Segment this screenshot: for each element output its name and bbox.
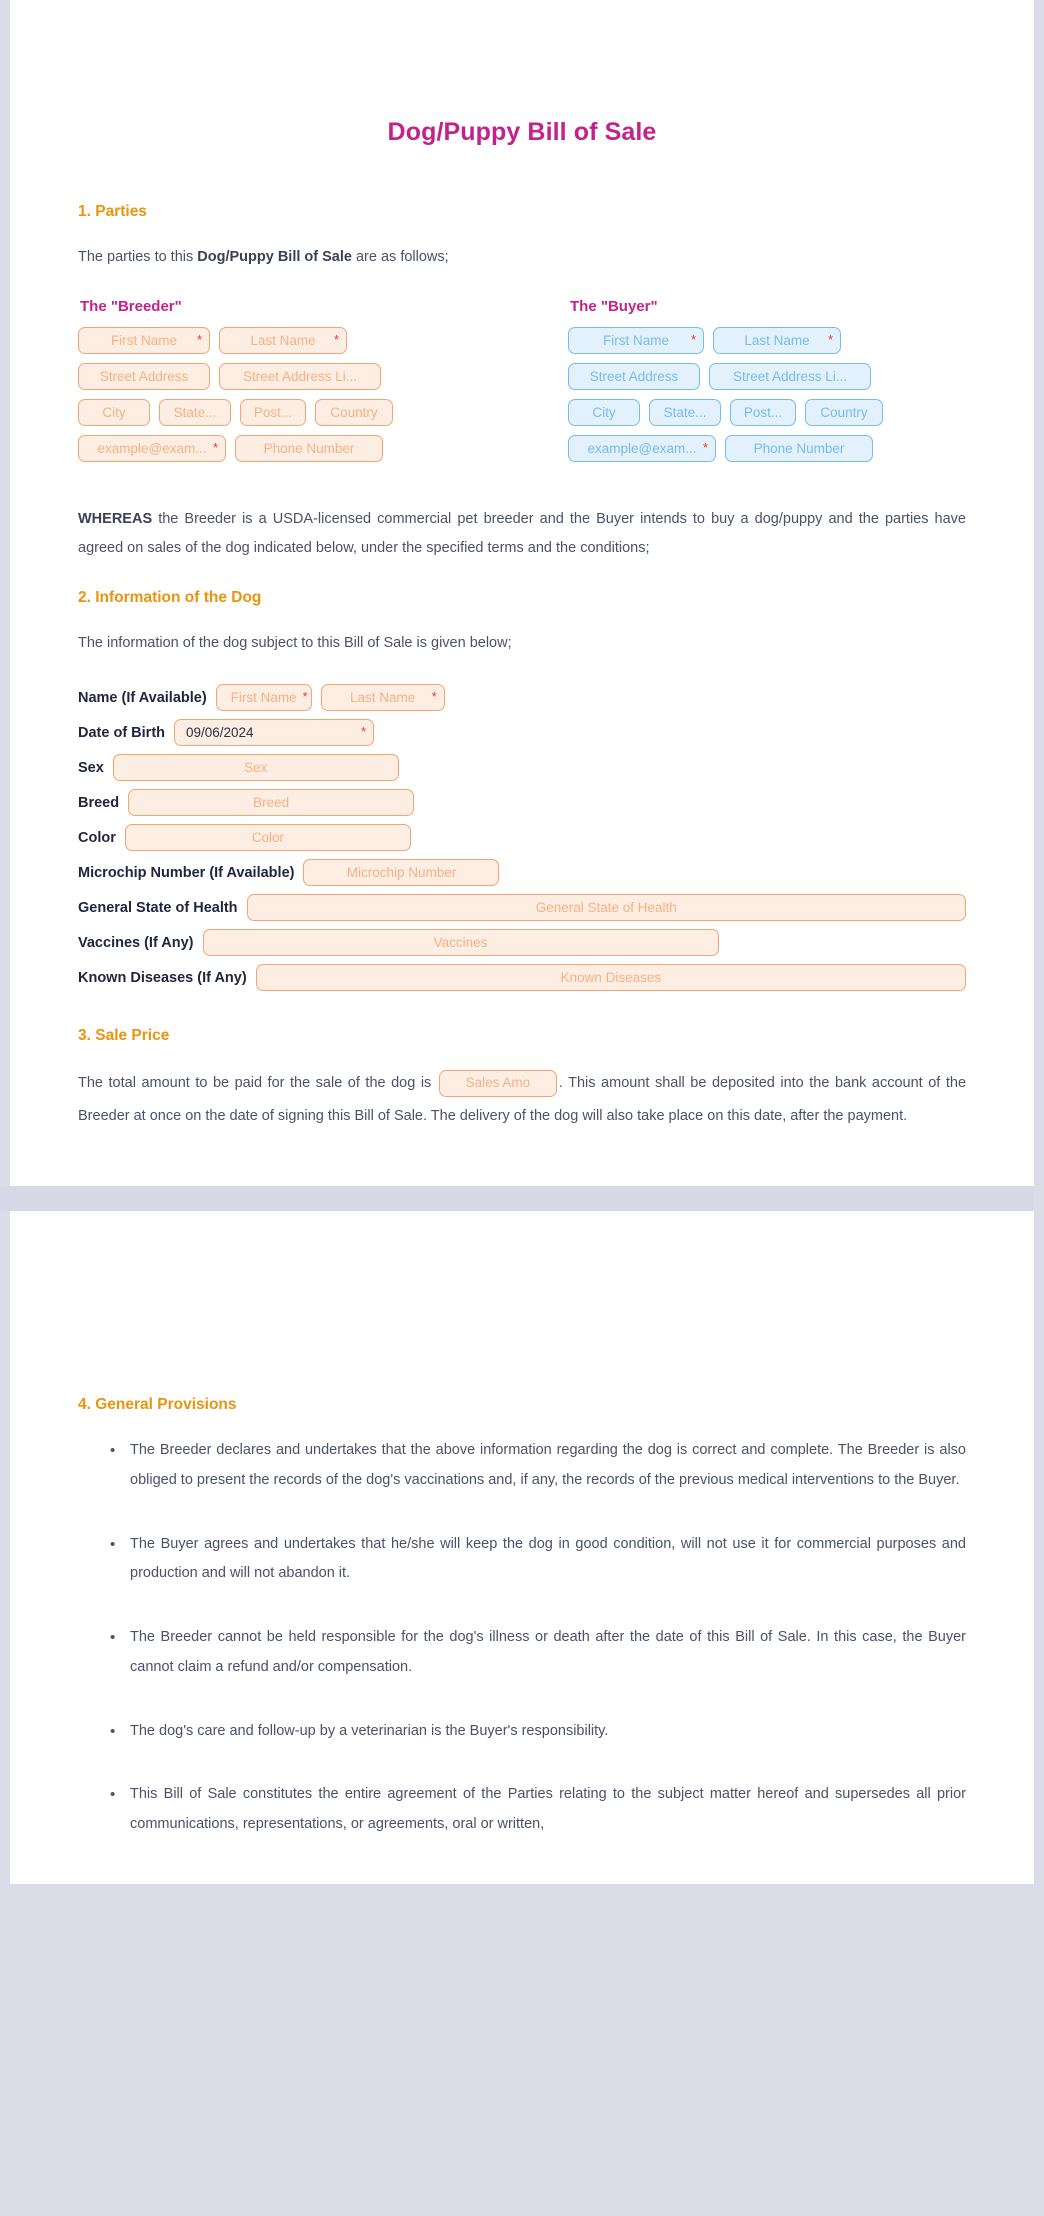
buyer-state-input[interactable] [649, 399, 721, 426]
breeder-postal-code-placeholder: Post... [253, 405, 293, 420]
breeder-country-input[interactable] [315, 399, 393, 426]
breeder-column [78, 298, 522, 471]
dog-breed-placeholder: Breed [253, 795, 290, 810]
dog-microchip-input[interactable] [303, 859, 499, 886]
breeder-contact-row [78, 435, 522, 462]
required-marker: * [360, 724, 366, 739]
breeder-state-input[interactable] [159, 399, 231, 426]
section-heading-sale-price: 3. Sale Price [78, 1027, 170, 1044]
buyer-street-address-2-placeholder: Street Address Li... [732, 369, 848, 384]
buyer-contact-row [568, 435, 966, 462]
list-item: • The Breeder cannot be held responsible for the dog's illness or death after the date of this Bill of Sale. In this case, the Buyer cannot claim a refund and/or compensation. [130, 1623, 966, 1682]
breeder-last-name-input[interactable] [219, 327, 347, 354]
buyer-country-placeholder: Country [820, 405, 868, 420]
breeder-name-row [78, 327, 522, 354]
required-marker: * [302, 689, 308, 704]
required-marker: * [690, 332, 696, 347]
dog-sex-row [78, 754, 966, 781]
dog-health-label: General State of Health [78, 899, 238, 916]
dog-breed-label: Breed [78, 794, 120, 811]
parties-intro-before: The parties to this [78, 249, 198, 265]
required-marker: * [827, 332, 833, 347]
buyer-email-placeholder: example@exam... [587, 441, 697, 456]
dog-info-rows [78, 684, 966, 991]
parties-intro-bold: Dog/Puppy Bill of Sale [197, 249, 352, 265]
dog-dob-label: Date of Birth [78, 724, 165, 741]
dog-microchip-label: Microchip Number (If Available) [78, 864, 295, 881]
whereas-keyword: WHEREAS [78, 511, 153, 527]
buyer-city-input[interactable] [568, 399, 640, 426]
section-heading-dog-info: 2. Information of the Dog [78, 589, 262, 606]
buyer-title: The "Buyer" [570, 298, 658, 315]
list-item: • This Bill of Sale constitutes the entire agreement of the Parties relating to the subject matter hereof and supersedes all prior communications, representations, or agreements, oral or written, [130, 1780, 966, 1839]
breeder-title: The "Breeder" [80, 298, 182, 315]
sale-price-text-before: The total amount to be paid for the sale of the dog is [78, 1075, 437, 1091]
breeder-street-address-placeholder: Street Address [99, 369, 189, 384]
document-page-2 [10, 1211, 1034, 1883]
dog-color-row [78, 824, 966, 851]
dog-vaccines-label: Vaccines (If Any) [78, 934, 194, 951]
general-provisions-list [78, 1436, 966, 1839]
dog-info-intro: The information of the dog subject to this Bill of Sale is given below; [78, 635, 512, 651]
dog-name-row [78, 684, 966, 711]
breeder-phone-input[interactable] [235, 435, 383, 462]
dog-dob-row [78, 719, 966, 746]
required-marker: * [196, 332, 202, 347]
sales-amount-input[interactable] [439, 1070, 557, 1097]
dog-health-placeholder: General State of Health [535, 900, 677, 915]
dog-diseases-label: Known Diseases (If Any) [78, 969, 247, 986]
required-marker: * [212, 440, 218, 455]
buyer-city-row [568, 399, 966, 426]
dog-color-label: Color [78, 829, 116, 846]
sale-price-text-after: . This amount shall be deposited into the bank account of the Breeder at once on the date of signing this Bill of Sale. The delivery of the dog will also take place on this date, after the payment. [78, 1075, 967, 1124]
breeder-city-row [78, 399, 522, 426]
breeder-street-address-input[interactable] [78, 363, 210, 390]
breeder-phone-placeholder: Phone Number [263, 441, 355, 456]
list-item: • The dog's care and follow-up by a veterinarian is the Buyer's responsibility. [130, 1717, 966, 1747]
parties-grid [78, 298, 966, 471]
dog-sex-placeholder: Sex [244, 760, 268, 775]
dog-diseases-placeholder: Known Diseases [560, 970, 662, 985]
buyer-postal-code-placeholder: Post... [743, 405, 783, 420]
dog-last-name-placeholder: Last Name [350, 690, 416, 705]
breeder-country-placeholder: Country [330, 405, 378, 420]
buyer-phone-input[interactable] [725, 435, 873, 462]
required-marker: * [702, 440, 708, 455]
breeder-first-name-placeholder: First Name [110, 333, 177, 348]
buyer-name-row [568, 327, 966, 354]
buyer-street-address-input[interactable] [568, 363, 700, 390]
buyer-email-input[interactable] [568, 435, 716, 462]
breeder-postal-code-input[interactable] [240, 399, 306, 426]
breeder-street-address-2-placeholder: Street Address Li... [242, 369, 358, 384]
buyer-street-row [568, 363, 966, 390]
list-item: • The Buyer agrees and undertakes that he/she will keep the dog in good condition, will not use it for commercial purposes and production and will not abandon it. [130, 1530, 966, 1589]
breeder-email-input[interactable] [78, 435, 226, 462]
dog-diseases-field [256, 964, 966, 991]
dog-vaccines-input[interactable] [203, 929, 719, 956]
dog-sex-input[interactable] [113, 754, 399, 781]
dog-color-placeholder: Color [251, 830, 284, 845]
parties-intro-paragraph [78, 243, 966, 272]
dog-vaccines-row [78, 929, 966, 956]
breeder-city-placeholder: City [102, 405, 126, 420]
dog-last-name-input[interactable] [321, 684, 445, 711]
section-heading-parties: 1. Parties [78, 203, 147, 220]
buyer-first-name-placeholder: First Name [602, 333, 669, 348]
breeder-first-name-input[interactable] [78, 327, 210, 354]
breeder-city-input[interactable] [78, 399, 150, 426]
dog-health-row [78, 894, 966, 921]
buyer-last-name-input[interactable] [713, 327, 841, 354]
buyer-phone-placeholder: Phone Number [753, 441, 845, 456]
breeder-last-name-placeholder: Last Name [250, 333, 316, 348]
dog-dob-input[interactable] [174, 719, 374, 746]
breeder-state-placeholder: State... [173, 405, 217, 420]
required-marker: * [333, 332, 339, 347]
parties-intro-after: are as follows; [351, 249, 449, 265]
section-heading-general-provisions: 4. General Provisions [78, 1396, 237, 1414]
buyer-street-address-placeholder: Street Address [589, 369, 679, 384]
dog-vaccines-placeholder: Vaccines [433, 935, 488, 950]
dog-first-name-placeholder: First Name [230, 690, 297, 705]
dog-breed-input[interactable] [128, 789, 414, 816]
dog-first-name-input[interactable] [216, 684, 312, 711]
breeder-street-address-2-input[interactable] [219, 363, 381, 390]
page-title: Dog/Puppy Bill of Sale [387, 118, 657, 146]
dog-name-label: Name (If Available) [78, 689, 207, 706]
buyer-column [522, 298, 966, 471]
whereas-paragraph [78, 505, 966, 563]
whereas-body: the Breeder is a USDA-licensed commercial pet breeder and the Buyer intends to buy a dog/puppy and the parties have agreed on sales of the dog indicated below, under the specified terms and the conditions; [78, 511, 966, 556]
breeder-email-placeholder: example@exam... [97, 441, 207, 456]
dog-color-input[interactable] [125, 824, 411, 851]
dog-health-input[interactable] [247, 894, 966, 921]
list-item: • The Breeder declares and undertakes that the above information regarding the dog is correct and complete. The Breeder is also obliged to present the records of the dog's vaccinations and, if any, the records of the previous medical interventions to the Buyer. [130, 1436, 966, 1495]
dog-microchip-placeholder: Microchip Number [346, 865, 457, 880]
dog-diseases-row [78, 964, 966, 991]
document-page-1 [10, 0, 1034, 1186]
dog-breed-row [78, 789, 966, 816]
buyer-street-address-2-input[interactable] [709, 363, 871, 390]
dog-dob-value: 09/06/2024 [186, 725, 254, 740]
dog-microchip-row [78, 859, 966, 886]
buyer-first-name-input[interactable] [568, 327, 704, 354]
dog-health-field [247, 894, 966, 921]
buyer-last-name-placeholder: Last Name [744, 333, 810, 348]
sale-price-paragraph [78, 1067, 966, 1132]
buyer-city-placeholder: City [592, 405, 616, 420]
required-marker: * [431, 689, 437, 704]
breeder-street-row [78, 363, 522, 390]
dog-diseases-input[interactable] [256, 964, 966, 991]
dog-sex-label: Sex [78, 759, 104, 776]
buyer-state-placeholder: State... [663, 405, 707, 420]
buyer-country-input[interactable] [805, 399, 883, 426]
buyer-postal-code-input[interactable] [730, 399, 796, 426]
page-break-divider [0, 1186, 1034, 1211]
sales-amount-placeholder: Sales Amo [465, 1074, 531, 1090]
